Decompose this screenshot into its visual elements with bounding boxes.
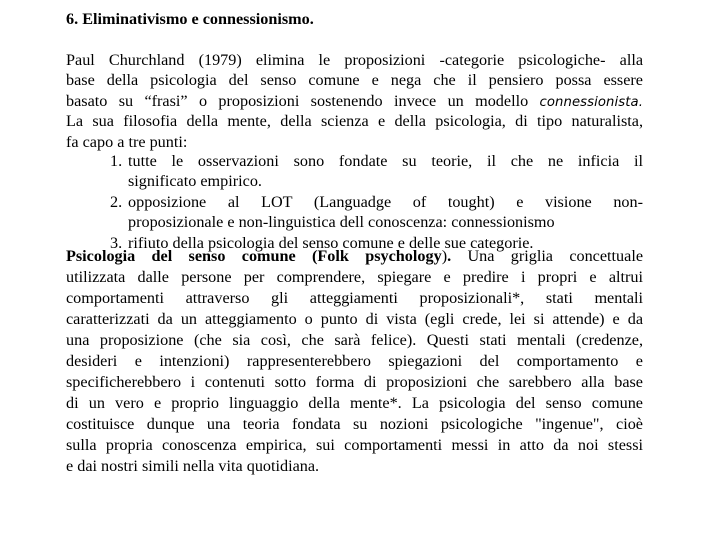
text-line: significato empirico.: [128, 172, 262, 191]
text-line: [66, 246, 643, 267]
paragraph-folk-psychology: [66, 246, 643, 477]
text-line: e dai nostri simili nella vita quotidiana.: [66, 457, 320, 475]
text-line: [66, 91, 643, 111]
text-segment: Una griglia concettuale: [467, 247, 644, 265]
text-line: proposizionale e non-linguistica dell conoscenza: connessionismo: [128, 213, 555, 232]
text-line: base della psicologia del senso comune e nega che il pensiero possa essere: [66, 71, 643, 90]
italic-term: connessionista.: [539, 94, 643, 110]
list-number: 3.: [110, 233, 123, 252]
text-line: di un vero e proprio linguaggio della mente*. La psicologia del senso comune: [66, 394, 643, 412]
text-line: una proposizione (che sia così, che sarà felice). Questi stati mentali (credenze,: [66, 331, 643, 349]
text-line: caratterizzati da un atteggiamento o punto di vista (egli crede, lei si attende) e da: [66, 310, 643, 328]
text-line: utilizzata dalle persone per comprendere, spiegare e predire i propri e altrui: [66, 268, 643, 286]
list-number: 1.: [110, 152, 123, 170]
term-heading-period: .: [447, 247, 452, 265]
text-line: tutte le osservazioni sono fondate su teorie, il che ne inficia il: [128, 152, 643, 170]
text-line: specificherebbero i contenuti sotto forma di proposizioni che sarebbero alla base: [66, 373, 643, 391]
text-line: La sua filosofia della mente, della scienza e della psicologia, di tipo naturalista,: [66, 112, 643, 131]
text-line: fa capo a tre punti:: [66, 132, 188, 151]
list-number: 2.: [110, 192, 123, 211]
text-segment: basato su “frasi” o proposizioni sostenendo invece un modello: [66, 91, 529, 110]
text-line: rifiuto della psicologia del senso comune e delle sue categorie.: [128, 233, 534, 252]
text-line: sulla propria conoscenza empirica, sui comportamenti messi in atto da noi stessi: [66, 436, 643, 454]
term-heading: Psicologia del senso comune (Folk psychology: [66, 247, 442, 265]
list-item: [110, 151, 643, 192]
numbered-list: [110, 151, 643, 253]
text-line: costituisce dunque una teoria fondata su nozioni psicologiche "ingenue", cioè: [66, 415, 643, 433]
text-line: Paul Churchland (1979) elimina le proposizioni -categorie psicologiche- alla: [66, 51, 643, 69]
section-title: 6. Eliminativismo e connessionismo.: [66, 10, 314, 28]
list-item: [110, 192, 643, 233]
paragraph-churchland: [66, 50, 643, 152]
term-heading-paren: ): [441, 247, 448, 265]
text-line: comportamenti attraverso gli atteggiamenti proposizionali*, stati mentali: [66, 289, 643, 307]
text-line: desideri e intenzioni) rappresenterebbero spiegazioni del comportamento e: [66, 352, 643, 370]
text-line: opposizione al LOT (Languadge of tought) e visione non-: [128, 192, 643, 211]
